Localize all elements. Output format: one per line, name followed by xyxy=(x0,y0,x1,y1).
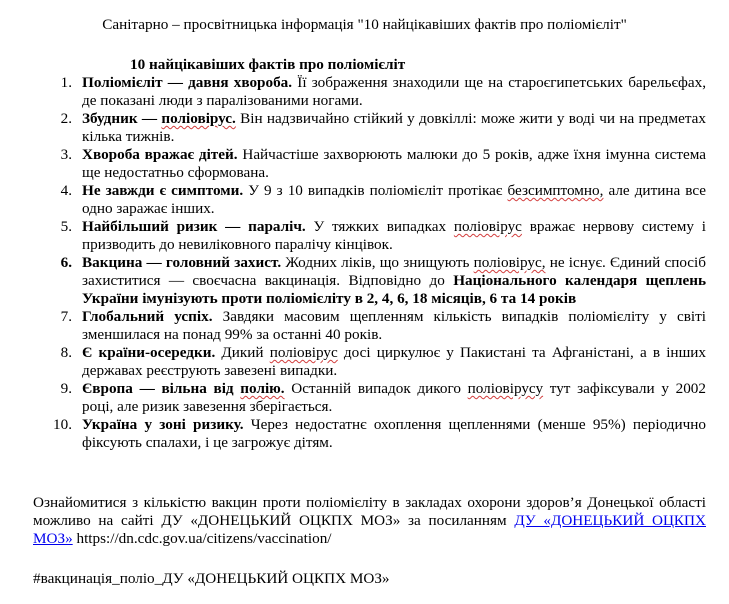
org-link[interactable]: ДУ «ДОНЕЦЬКИЙ ОЦКПХ МОЗ» xyxy=(33,512,706,547)
list-item xyxy=(0,74,729,110)
fact-heading: Не завжди є симптоми. xyxy=(82,182,244,199)
fact-text: вражає нервову систему і призводить до невиліковного паралічу кінцівок. xyxy=(82,218,706,253)
list-title: 10 найцікавіших фактів про поліомієліт xyxy=(130,56,406,73)
list-item xyxy=(0,380,729,416)
spellcheck-word: полію. xyxy=(240,380,285,397)
fact-text: У тяжких випадках xyxy=(305,218,454,235)
spellcheck-word: поліовірус, xyxy=(473,254,546,271)
fact-text: Найчастіше захворюють малюки до 5 років, адже їхня імунна система ще недостатньо сформована. xyxy=(82,146,706,181)
list-item xyxy=(0,308,729,344)
list-item xyxy=(0,182,729,218)
spellcheck-word: безсимптомно, xyxy=(507,182,604,199)
fact-emphasis: Національного календаря щеплень України імунізують проти поліомієліту в 2, 4, 6, 18 місяців, 6 та 14 років xyxy=(82,272,706,307)
fact-text: Останній випадок дикого xyxy=(284,380,468,397)
list-item xyxy=(0,344,729,380)
item-number: 10. xyxy=(53,416,72,433)
item-number: 7. xyxy=(60,308,72,325)
item-number: 4. xyxy=(60,182,72,199)
fact-text: Жодних ліків, що знищують xyxy=(281,254,474,271)
hashtag: #вакцинація_поліо_ДУ «ДОНЕЦЬКИЙ ОЦКПХ МОЗ» xyxy=(33,570,390,587)
fact-text: Через недостатнє охоплення щепленнями (менше 95%) періодично фіксують спалахи, і це загрожує дітям. xyxy=(82,416,706,451)
fact-text: Її зображення знаходили ще на староєгипетських барельєфах, де показані люди з паралізованими ногами. xyxy=(82,74,706,109)
list-item xyxy=(0,110,729,146)
fact-heading: Є країни-осередки. xyxy=(82,344,216,361)
fact-heading: Хвороба вражає дітей. xyxy=(82,146,238,163)
item-number: 8. xyxy=(60,344,72,361)
list-item xyxy=(0,218,729,254)
fact-text: не існує. Єдиний спосіб захиститися — своєчасна вакцинація. Відповідно до xyxy=(82,254,706,289)
fact-text: У 9 з 10 випадків поліомієліт протікає xyxy=(243,182,508,199)
item-number: 6. xyxy=(60,254,72,271)
fact-text: досі циркулює у Пакистані та Афганістані, а в інших державах реєструють завезені випадки. xyxy=(82,344,706,379)
fact-text: Завдяки масовим щепленням кількість випадків поліомієліту у світі зменшилася на понад 99% за останні 40 років. xyxy=(82,308,706,343)
footer-text: Ознайомитися з кількістю вакцин проти поліомієліту в закладах охорони здоров’я Донецької області можливо на сайті ДУ «ДОНЕЦЬКИЙ ОЦКПХ МОЗ» за посиланням xyxy=(33,494,706,529)
item-number: 9. xyxy=(60,380,72,397)
fact-text: Він надзвичайно стійкий у довкіллі: може жити у воді чи на предметах кілька тижнів. xyxy=(82,110,706,145)
fact-heading: Найбільший ризик — параліч. xyxy=(82,218,306,235)
item-number: 3. xyxy=(60,146,72,163)
fact-heading: Глобальний успіх. xyxy=(82,308,213,325)
spellcheck-word: поліовірус xyxy=(269,344,338,361)
list-item xyxy=(0,254,729,308)
fact-heading: Вакцина — головний захист. xyxy=(82,254,282,271)
list-item xyxy=(0,416,729,452)
spellcheck-word: поліовірусу xyxy=(467,380,544,397)
fact-text: Дикий xyxy=(215,344,270,361)
fact-heading: Європа — вільна від xyxy=(82,380,241,397)
fact-heading: Збудник — xyxy=(82,110,162,127)
fact-text: але дитина все одно заражає інших. xyxy=(82,182,706,217)
fact-heading: Поліомієліт — давня хвороба. xyxy=(82,74,293,91)
item-number: 1. xyxy=(60,74,72,91)
spellcheck-word: поліовірус. xyxy=(161,110,236,127)
list-item xyxy=(0,146,729,182)
fact-text: тут зафіксували у 2002 році, але ризик завезення зберігається. xyxy=(82,380,706,415)
facts-list xyxy=(0,74,729,452)
item-number: 2. xyxy=(60,110,72,127)
fact-heading: Україна у зоні ризику. xyxy=(82,416,244,433)
spellcheck-word: поліовірус xyxy=(453,218,522,235)
footer-url: https://dn.cdc.gov.ua/citizens/vaccination/ xyxy=(72,530,332,547)
footer-paragraph xyxy=(33,494,706,548)
document-header: Санітарно – просвітницька інформація "10 найцікавіших фактів про поліомієліт" xyxy=(102,16,627,33)
item-number: 5. xyxy=(60,218,72,235)
